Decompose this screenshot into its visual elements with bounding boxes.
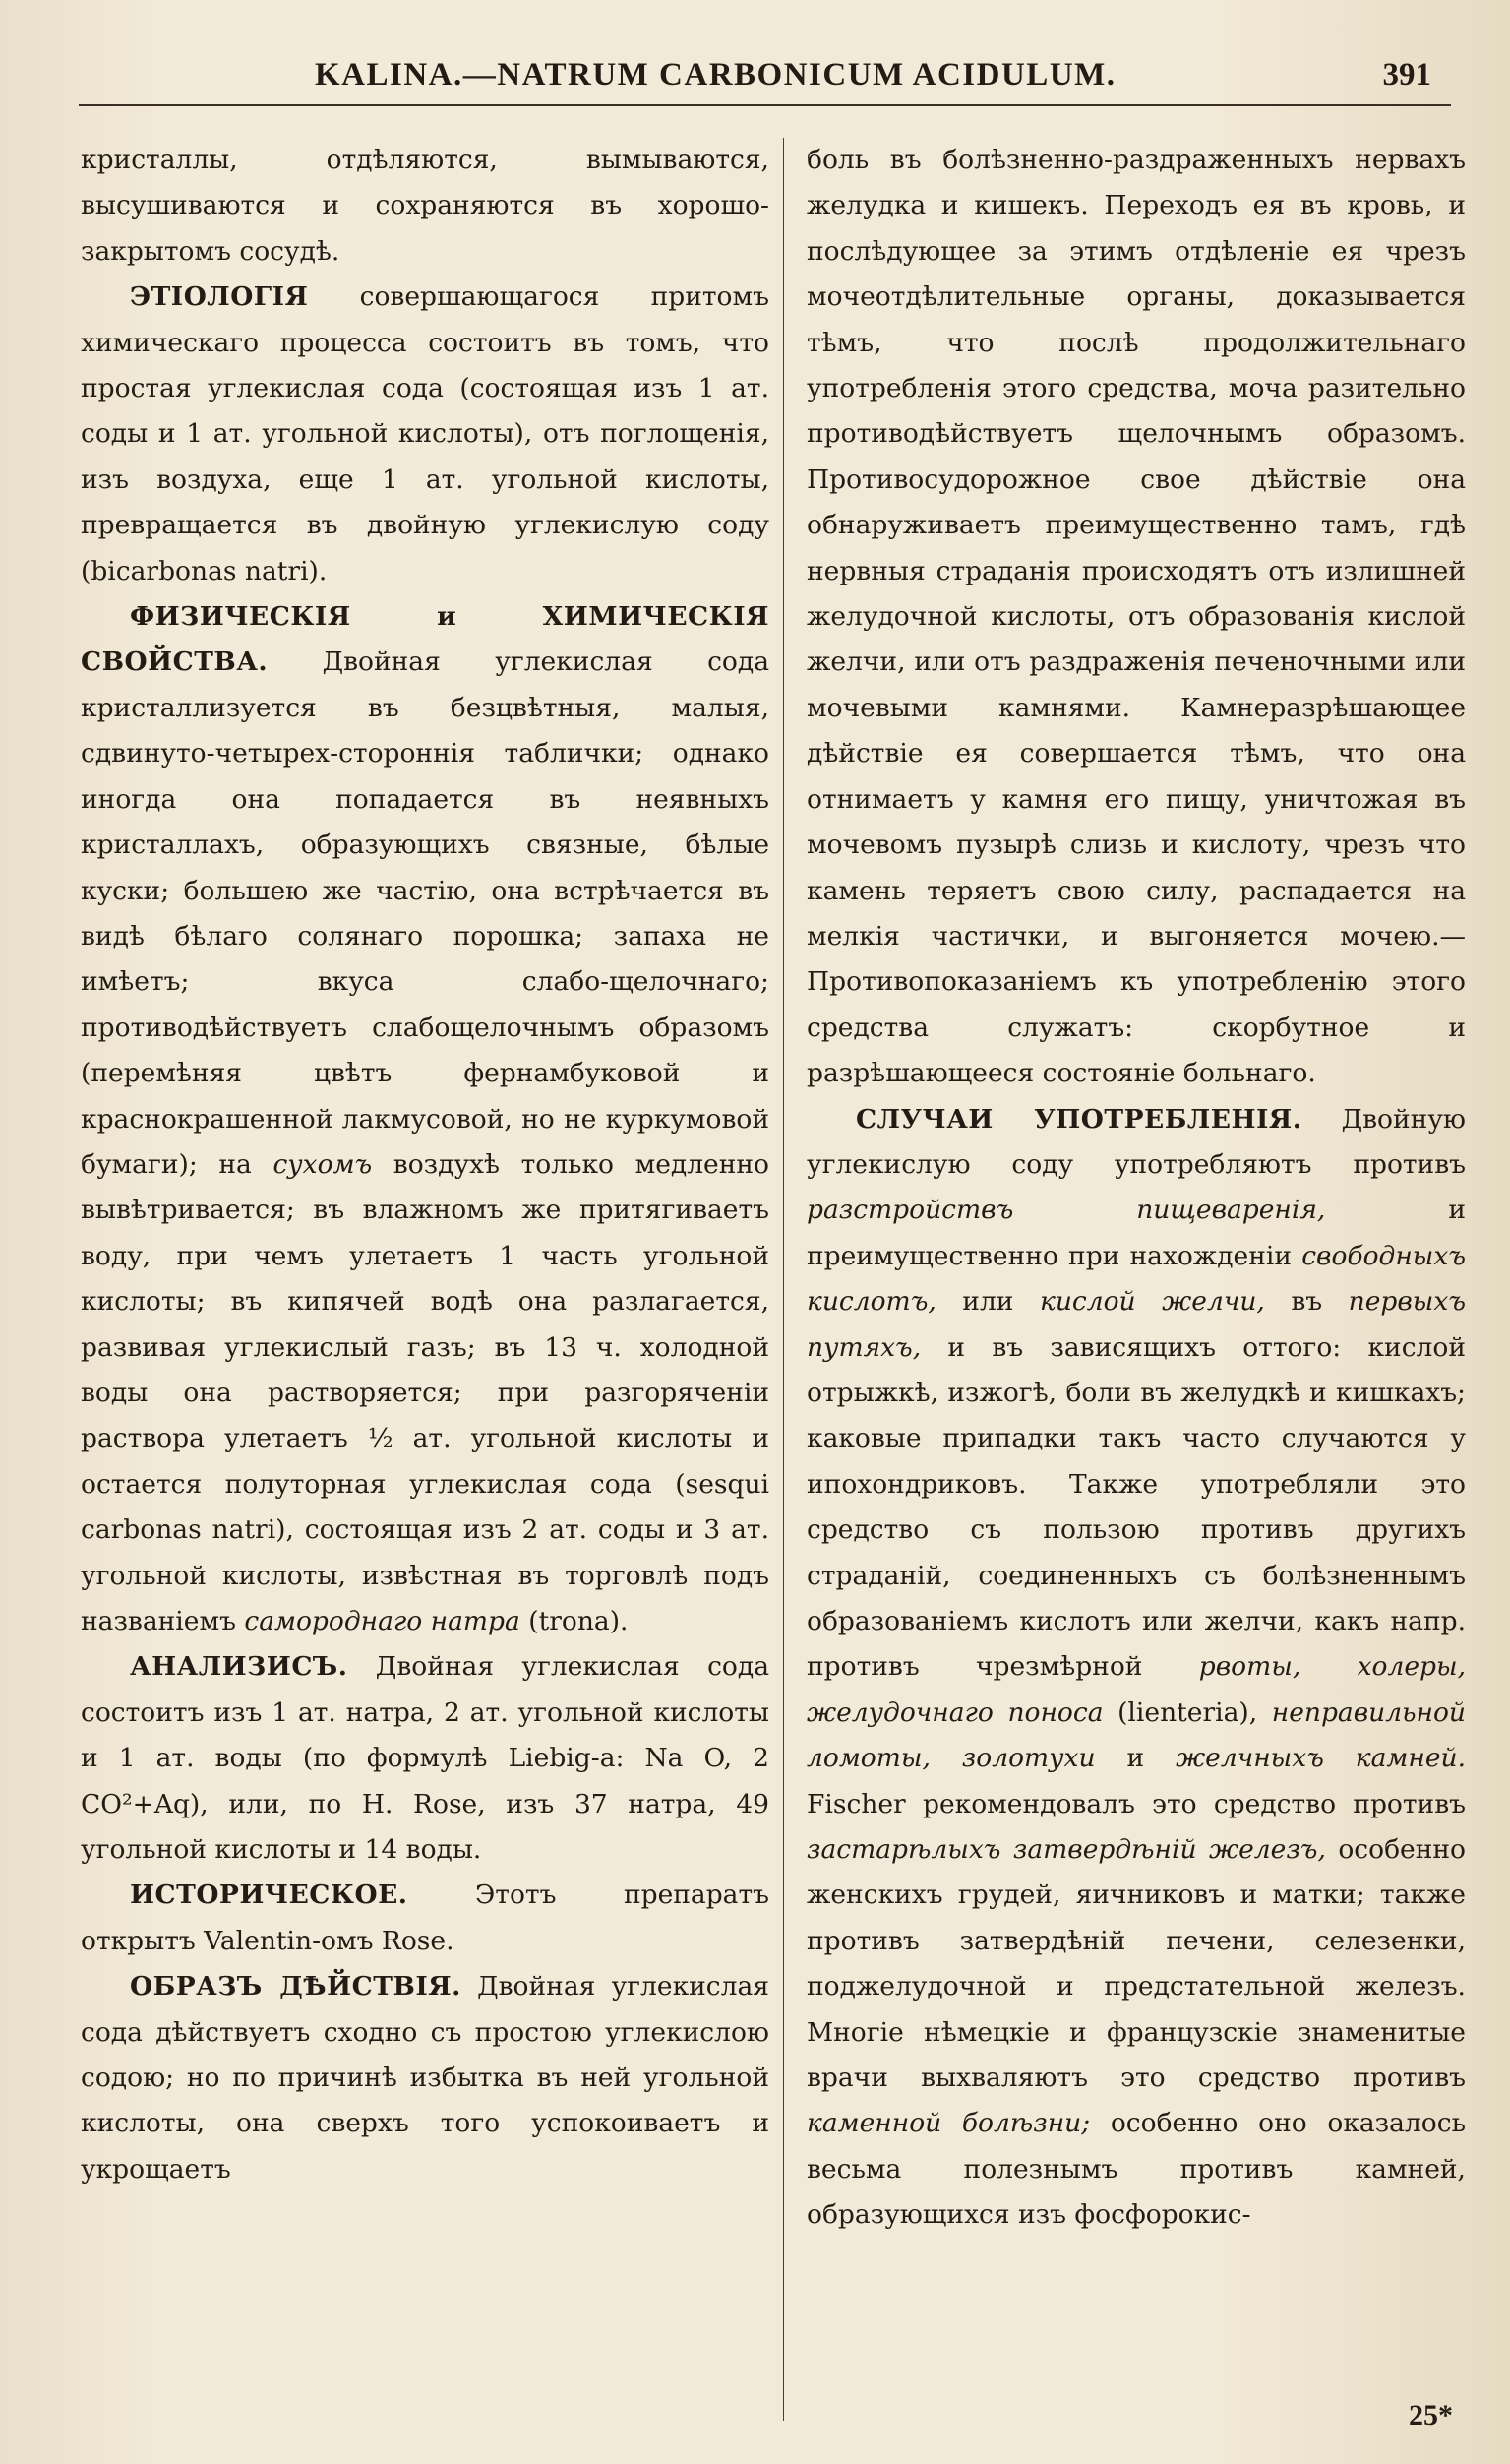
running-header (79, 57, 1451, 106)
header-rule (79, 104, 1451, 106)
paragraph-text: (trona). (519, 1606, 629, 1636)
signature-mark: 25* (1409, 2399, 1453, 2432)
paragraph-text: Этотъ препаратъ открытъ Valentin-омъ Rose. (81, 1879, 769, 1956)
paragraph-text: или (936, 1286, 1040, 1318)
paragraph-action (81, 1964, 769, 2192)
page-number: 391 (1382, 57, 1431, 92)
paragraph: кристаллы, отдѣляются, вымываются, высушиваются и сохраняются въ хорошо-закрытомъ сосудѣ. (81, 145, 769, 267)
section-heading: ОБРАЗЪ ДѢЙСТВІЯ. (130, 1971, 461, 2002)
italic-text: каменной болѣзни; (807, 2108, 1091, 2139)
italic-text: сухомъ (272, 1148, 373, 1180)
italic-text: самороднаго натра (244, 1606, 520, 1636)
paragraph-text: совершающагося притомъ химическаго процесса состоитъ въ томъ, что простая углекислая сода (состоящая изъ 1 ат. соды и 1 ат. угольной кислоты), отъ поглощенія, изъ воздуха, еще 1 ат. угольной кислоты, превращается въ двойную углекислую соду (bicarbonas natri). (81, 281, 769, 586)
paragraph-properties (81, 594, 769, 1644)
paragraph-text: особенно оно оказалось весьма полезнымъ противъ камней, образующихся изъ фосфорокис- (807, 2108, 1466, 2231)
section-heading: ЭТІОЛОГІЯ (130, 281, 309, 313)
italic-text: застарѣлыхъ затвердѣній железъ, (807, 1834, 1326, 1866)
column-divider (783, 138, 784, 2421)
section-heading: ФИЗИЧЕСКІЯ и ХИМИЧЕСКІЯ СВОЙСТВА. (81, 601, 769, 678)
italic-text: рвоты, холеры, желудочнаго поноса (807, 1651, 1466, 1728)
paragraph-text: особенно женскихъ грудей, яичниковъ и матки; также противъ затвердѣній печени, селезенки, поджелудочной и предстательной железъ. Многіе нѣмецкіе и французскіе знаменитые врачи выхваляютъ это средство противъ (807, 1834, 1466, 2094)
italic-text: кислой желчи, (1040, 1286, 1265, 1318)
italic-text: желчныхъ камней. (1176, 1743, 1467, 1774)
italic-text: свободныхъ кислотъ, (807, 1240, 1466, 1318)
paragraph-text: и въ зависящихъ оттого: кислой отрыжкѣ, изжогѣ, боли въ желудкѣ и кишкахъ; каковые припадки такъ часто случаются у ипохондриковъ. Также употребляли это средство съ пользою противъ другихъ страданій, соединенныхъ съ болѣзненнымъ образованіемъ кислотъ или желчи, какъ напр. противъ чрезмѣрной (807, 1331, 1466, 1683)
right-column (807, 138, 1466, 2239)
paragraph: боль въ болѣзненно-раздраженныхъ нервахъ желудка и кишекъ. Переходъ ея въ кровь, и послѣдующее за этимъ отдѣленіе ея чрезъ мочеотдѣлительные органы, доказывается тѣмъ, что послѣ продолжительнаго употребленія этого средства, моча разительно противодѣйствуетъ щелочнымъ образомъ. Противосудорожное свое дѣйствіе она обнаруживаетъ преимущественно тамъ, гдѣ нервныя страданія происходятъ отъ излишней желудочной кислоты, отъ образованія кислой желчи, или отъ раздраженія печеночными или мочевыми камнями. Камнеразрѣшающее дѣйствіе ея совершается тѣмъ, что она отнимаетъ у камня его пищу, уничтожая въ мочевомъ пузырѣ слизь и кислоту, чрезъ что камень теряетъ свою силу, распадается на мелкія частички, и выгоняется мочею.—Противопоказаніемъ къ употребленію этого средства служатъ: скорбутное и разрѣшающееся состояніе больнаго. (807, 145, 1466, 1089)
paragraph-text: Двойная углекислая сода дѣйствуетъ сходно съ простою углекислою содою; но по причинѣ избытка въ ней угольной кислоты, она сверхъ того успокоиваетъ и укрощаетъ (81, 1971, 769, 2185)
paragraph-text: Fischer рекомендовалъ это средство противъ (807, 1788, 1466, 1819)
paragraph-uses (807, 1097, 1466, 2239)
paragraph-history (81, 1873, 769, 1964)
header-title: KALINA.—NATRUM CARBONICUM ACIDULUM. (315, 57, 1117, 92)
paragraph-etiology (81, 275, 769, 594)
paragraph-text: Двойная углекислая сода кристаллизуется въ безцвѣтныя, малыя, сдвинуто-четырех-стороннія таблички; однако иногда она попадается въ неявныхъ кристаллахъ, образующихъ связные, бѣлые куски; большею же частію, она встрѣчается въ видѣ бѣлаго солянаго порошка; запаха не имѣетъ; вкуса слабо-щелочнаго; противодѣйствуетъ слабощелочнымъ образомъ (перемѣняя цвѣтъ фернамбуковой и краснокрашенной лакмусовой, но не куркумовой бумаги); на (81, 647, 769, 1180)
paragraph-text: Двойная углекислая сода состоитъ изъ 1 ат. натра, 2 ат. угольной кислоты и 1 ат. воды (по формулѣ Liebig-a: Na O, 2 CO²+Aq), или, по H. Rose, изъ 37 натра, 49 угольной кислоты и 14 воды. (81, 1651, 769, 1866)
italic-text: первыхъ путяхъ, (807, 1286, 1466, 1363)
paragraph-text: въ (1264, 1286, 1349, 1318)
paragraph-text: Двойную углекислую соду употребляютъ противъ (807, 1103, 1466, 1180)
paragraph-text: воздухѣ только медленно вывѣтривается; въ влажномъ же притягиваетъ воду, при чемъ улетаетъ 1 часть угольной кислоты; въ кипячей водѣ она разлагается, развивая углекислый газъ; въ 13 ч. холодной воды она растворяется; при разгоряченіи раствора улетаетъ ½ ат. угольной кислоты и остается полуторная углекислая сода (sesqui carbonas natri), состоящая изъ 2 ат. соды и 3 ат. угольной кислоты, извѣстная въ торговлѣ подъ названіемъ (81, 1148, 769, 1636)
italic-text: неправильной ломоты, золотухи (807, 1696, 1466, 1774)
italic-text: разстройствъ пищеваренія, (807, 1195, 1326, 1226)
paragraph-text: (lienteria), (1103, 1696, 1272, 1728)
left-column (81, 138, 769, 2192)
section-heading: СЛУЧАИ УПОТРЕБЛЕНІЯ. (856, 1103, 1302, 1135)
paragraph-text: и преимущественно при нахожденіи (807, 1195, 1466, 1271)
paragraph-analysis (81, 1644, 769, 1873)
paragraph-text: и (1095, 1743, 1177, 1774)
section-heading: АНАЛИЗИСЪ. (130, 1651, 348, 1683)
section-heading: ИСТОРИЧЕСКОЕ. (130, 1879, 408, 1911)
